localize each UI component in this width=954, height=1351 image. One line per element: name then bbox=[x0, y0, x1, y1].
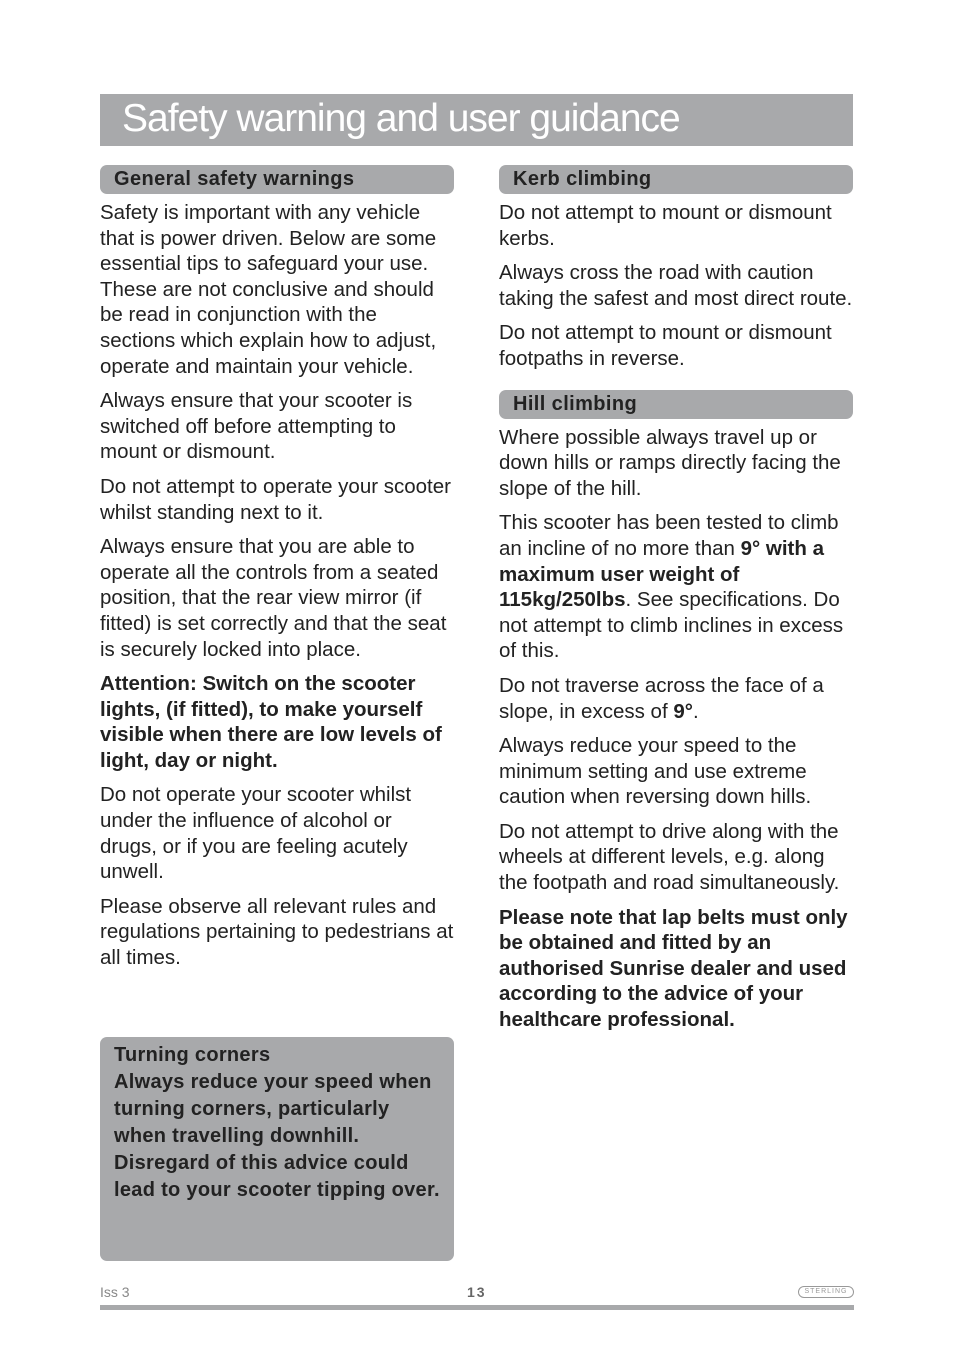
general-paragraph-4: Always ensure that you are able to operate all the controls from a seated position, that the rear view mirror (if fitted) is set correctly and that the seat is securely locked into place. bbox=[100, 535, 447, 661]
hill-paragraph-4: Always reduce your speed to the minimum setting and use extreme caution when reversing down hills. bbox=[499, 734, 812, 809]
turning-corners-line-1: Always reduce your speed when turning corners, particularly when travelling downhill. bbox=[114, 1071, 432, 1147]
footer-rule bbox=[100, 1305, 854, 1310]
hill-p3-bold: 9° bbox=[673, 699, 693, 723]
hill-p3-text-c: . bbox=[692, 699, 699, 723]
left-column bbox=[100, 165, 454, 980]
hill-p2-bold: 9° with a maximum user weight of 115kg/250lbs bbox=[499, 536, 824, 612]
sterling-logo: STERLING bbox=[798, 1286, 854, 1298]
hill-p3-text-a: Do not traverse across the face of a slope, in excess of bbox=[499, 673, 824, 723]
page-title: Safety warning and user guidance bbox=[122, 97, 680, 140]
hill-p2-text-a: This scooter has been tested to climb an incline of no more than bbox=[499, 511, 839, 560]
general-paragraph-7: Please observe all relevant rules and regulations pertaining to pedestrians at all times. bbox=[100, 894, 454, 970]
hill-climbing-heading: Hill climbing bbox=[499, 390, 853, 419]
footer-issue: Iss 3 bbox=[100, 1284, 130, 1300]
lap-belts-notice: Please note that lap belts must only be obtained and fitted by an authorised Sunrise dealer and used according to the advice of your healthcare professional. bbox=[499, 905, 848, 1032]
hill-paragraph-1: Where possible always travel up or down hills or ramps directly facing the slope of the hill. bbox=[499, 425, 841, 500]
hill-paragraph-2 bbox=[499, 510, 853, 664]
general-paragraph-3: Do not attempt to operate your scooter whilst standing next to it. bbox=[100, 474, 451, 524]
hill-paragraph-5: Do not attempt to drive along with the wheels at different levels, e.g. along the footpath and road simultaneously. bbox=[499, 819, 840, 895]
page-number: 13 bbox=[467, 1284, 487, 1300]
right-column bbox=[499, 165, 853, 1042]
hill-p2-text-c: . See specifications. Do not attempt to climb inclines in excess of this. bbox=[499, 588, 844, 663]
turning-corners-heading: Turning corners bbox=[114, 1044, 271, 1066]
general-paragraph-2: Always ensure that your scooter is switched off before attempting to mount or dismount. bbox=[100, 389, 413, 464]
turning-corners-line-2: Disregard of this advice could lead to your scooter tipping over. bbox=[114, 1152, 440, 1201]
general-safety-heading: General safety warnings bbox=[100, 165, 454, 194]
general-paragraph-1: Safety is important with any vehicle that is power driven. Below are some essential tips to safeguard your use. These are not conclusive and should be read in conjunction with the sections which explain how to adjust, operate and maintain your vehicle. bbox=[100, 201, 437, 378]
title-bar bbox=[100, 94, 853, 146]
hill-paragraph-3 bbox=[499, 673, 853, 724]
attention-lights-notice: Attention: Switch on the scooter lights, (if fitted), to make yourself visible when there are low levels of light, day or night. bbox=[100, 672, 442, 772]
turning-corners-box bbox=[100, 1037, 454, 1261]
kerb-climbing-heading: Kerb climbing bbox=[499, 165, 853, 194]
kerb-paragraph-3: Do not attempt to mount or dismount footpaths in reverse. bbox=[499, 321, 832, 370]
general-paragraph-6: Do not operate your scooter whilst under the influence of alcohol or drugs, or if you are feeling acutely unwell. bbox=[100, 783, 412, 884]
kerb-paragraph-2: Always cross the road with caution taking the safest and most direct route. bbox=[499, 261, 853, 310]
kerb-paragraph-1: Do not attempt to mount or dismount kerbs. bbox=[499, 201, 832, 250]
